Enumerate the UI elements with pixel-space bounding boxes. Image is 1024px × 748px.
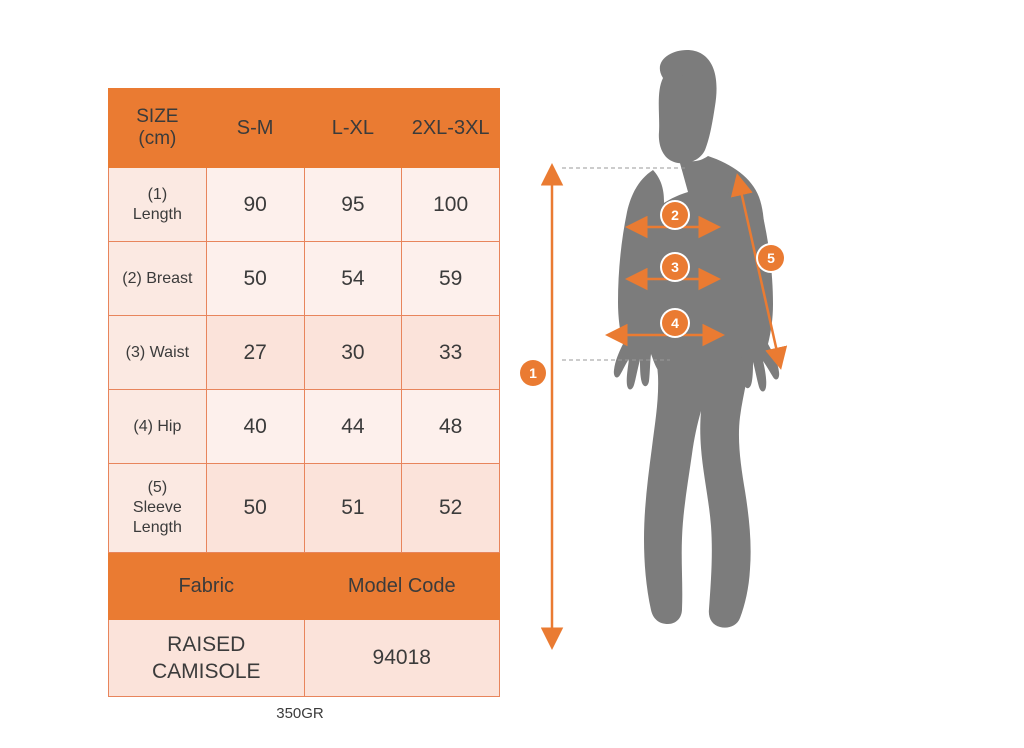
marker-badge-5: 5	[758, 245, 784, 271]
marker-badge-1: 1	[520, 360, 546, 386]
row-label-waist: (3) Waist	[109, 316, 207, 390]
cell-sleeve-s-m: 50	[206, 464, 304, 553]
cell-hip-2xl-3xl: 48	[402, 390, 500, 464]
cell-length-s-m: 90	[206, 168, 304, 242]
size-table	[108, 88, 500, 697]
row-label-sleeve-length	[109, 464, 207, 553]
row-label-sleeve-line1: (5)	[147, 479, 168, 496]
table-row	[109, 390, 500, 464]
cell-length-l-xl: 95	[304, 168, 402, 242]
row-label-length-line2: Length	[132, 205, 182, 223]
table-header-2xl-3xl: 2XL-3XL	[402, 89, 500, 168]
header-size-line1: SIZE	[136, 106, 179, 128]
table-row	[109, 464, 500, 553]
cell-sleeve-2xl-3xl: 52	[402, 464, 500, 553]
row-label-length-line1: (1)	[147, 185, 168, 203]
footer-value-fabric	[109, 620, 305, 697]
marker-badge-4: 4	[662, 310, 688, 336]
cell-sleeve-l-xl: 51	[304, 464, 402, 553]
cell-waist-2xl-3xl: 33	[402, 316, 500, 390]
cell-hip-l-xl: 44	[304, 390, 402, 464]
header-size-line2: (cm)	[138, 128, 177, 149]
table-footer-header-row	[109, 553, 500, 620]
cell-hip-s-m: 40	[206, 390, 304, 464]
table-header-row	[109, 89, 500, 168]
table-header-size	[109, 89, 207, 168]
row-label-sleeve-line3: Length	[132, 519, 182, 536]
row-label-hip: (4) Hip	[109, 390, 207, 464]
fabric-value-line2: CAMISOLE	[151, 660, 261, 683]
cell-breast-s-m: 50	[206, 242, 304, 316]
table-row	[109, 316, 500, 390]
footer-header-fabric: Fabric	[109, 553, 305, 620]
cell-breast-2xl-3xl: 59	[402, 242, 500, 316]
marker-badge-2: 2	[662, 202, 688, 228]
row-label-breast: (2) Breast	[109, 242, 207, 316]
table-row	[109, 242, 500, 316]
measurement-diagram	[520, 30, 900, 720]
cell-length-2xl-3xl: 100	[402, 168, 500, 242]
cell-waist-l-xl: 30	[304, 316, 402, 390]
cell-waist-s-m: 27	[206, 316, 304, 390]
table-footer-value-row	[109, 620, 500, 697]
footer-note: 350GR	[276, 705, 324, 722]
size-table-container	[108, 88, 500, 697]
row-label-sleeve-line2: Sleeve	[132, 499, 182, 516]
table-header-l-xl: L-XL	[304, 89, 402, 168]
table-header-s-m: S-M	[206, 89, 304, 168]
row-label-length	[109, 168, 207, 242]
footer-value-model-code: 94018	[304, 620, 500, 697]
table-row	[109, 168, 500, 242]
footer-header-model-code: Model Code	[304, 553, 500, 620]
female-silhouette-icon	[614, 50, 779, 628]
marker-badge-3: 3	[662, 254, 688, 280]
cell-breast-l-xl: 54	[304, 242, 402, 316]
fabric-value-line1: RAISED	[167, 632, 246, 656]
